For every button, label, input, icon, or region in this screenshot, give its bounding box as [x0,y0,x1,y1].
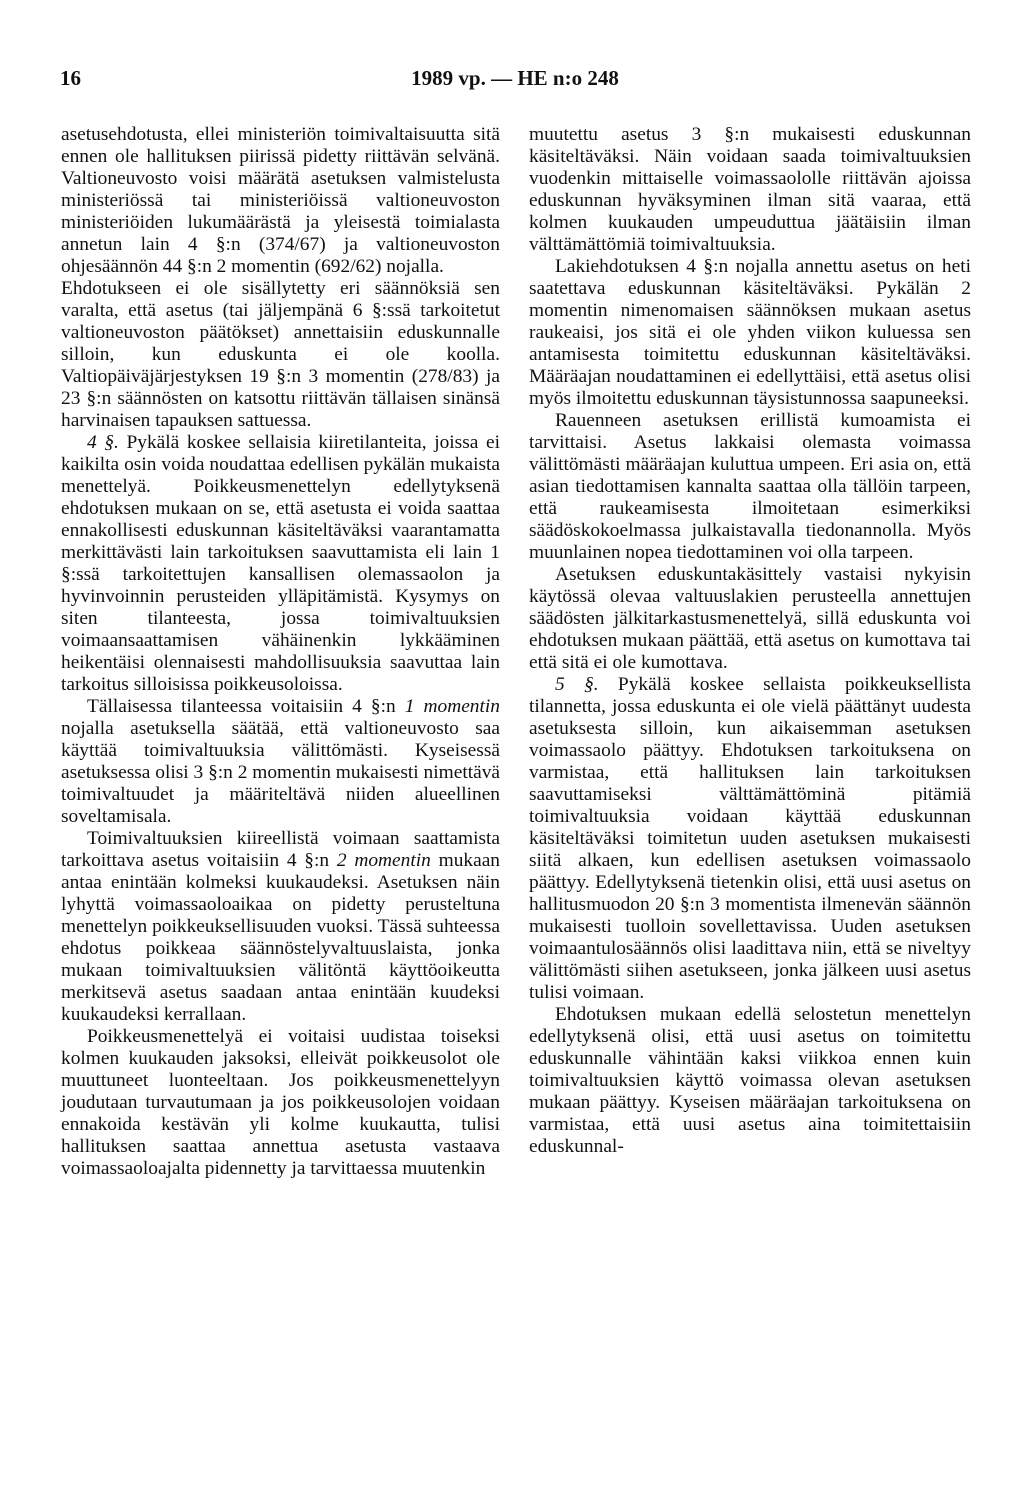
paragraph: Asetuksen eduskuntakäsittely vastaisi nykyisin käytössä olevaa valtuuslakien perusteella annettujen säädösten jälkitarkastusmenettelyä, sillä eduskunta voi ehdotuksen mukaan päättää, että asetus on kumottava tai että sitä ei ole kumottava. [529,564,971,673]
left-column [61,124,500,1180]
paragraph-text: Pykälä koskee sellaista poikkeuksellista tilannetta, jossa eduskunta ei ole vielä päättänyt uudesta asetuksesta silloin, kun aikaisemman asetuksen voimassaolo päättyy. Ehdotuksen tarkoituksena on varmistaa, että hallituksen lain tarkoituksen saavuttamiseksi välttämättöminä pitämiä toimivaltuuksia voidaan käyttää eduskunnan käsiteltäväksi toimitetun uuden asetuksen mukaisesti siitä alkaen, kun edellisen asetuksen voimassaolo päättyy. Edellytyksenä tietenkin olisi, että uusi asetus on hallitusmuodon 20 §:n 3 momentista ilmenevän säännön mukaisesti tuolloin sovellettavissa. Uuden asetuksen voimaantulosäännös olisi laadittava niin, että se niveltyy välittömästi siihen asetukseen, jonka jälkeen uusi asetus tulisi voimaan. [529,674,971,1003]
right-column [529,124,971,1158]
page-header [60,66,970,96]
paragraph: Rauenneen asetuksen erillistä kumoamista ei tarvittaisi. Asetus lakkaisi olemasta voimassa välittömästi määräajan kuluttua umpeen. Eri asia on, että asian tiedottamisen kannalta saattaa olla tällöin tarpeen, että raukeamisesta ilmoitetaan esimerkiksi säädöskokoelmassa julkaistavalla tiedonannolla. Myös muunlainen nopea tiedottaminen voi olla tarpeen. [529,410,971,563]
paragraph: Ehdotukseen ei ole sisällytetty eri säännöksiä sen varalta, että asetus (tai jäljempänä 6 §:ssä tarkoitetut valtioneuvoston päätökset) annettaisiin eduskunnalle silloin, kun eduskunta ei ole koolla. Valtiopäiväjärjestyksen 19 §:n 3 momentin (278/83) ja 23 §:n säännösten on katsottu riittävän tällaisen sinänsä harvinaisen tapauksen sattuessa. [61,278,500,431]
paragraph: Lakiehdotuksen 4 §:n nojalla annettu asetus on heti saatettava eduskunnan käsiteltäväksi. Pykälän 2 momentin nimenomaisen säännöksen mukaan asetus raukeaisi, jos sitä ei ole yhden viikon kuluessa sen antamisesta toimitettu eduskunnan käsiteltäväksi. Määräajan noudattaminen ei edellyttäisi, että asetus olisi myös ilmoitettu eduskunnan täysistunnossa saapuneeksi. [529,256,971,409]
paragraph-text: mukaan antaa enintään kolmeksi kuukaudeksi. Asetuksen näin lyhyttä voimassaoloaikaa on pidetty perusteltuna menettelyn poikkeuksellisuuden vuoksi. Tässä suhteessa ehdotus poikkeaa säännöstelyvaltuuslaista, jonka mukaan toimivaltuuksien välitöntä käyttöoikeutta merkitsevä asetus saadaan antaa enintään kuudeksi kuukaudeksi kerrallaan. [61,850,500,1025]
paragraph-text: Tällaisessa tilanteessa voitaisiin 4 §:n [87,696,405,717]
paragraph-text: nojalla asetuksella säätää, että valtioneuvosto saa käyttää toimivaltuuksia välittömästi. Kyseisessä asetuksessa olisi 3 §:n 2 momentin mukaisesti nimettävä toimivaltuudet ja määriteltävä niiden alueellinen soveltamisala. [61,718,500,827]
paragraph-section-4 [61,432,500,696]
paragraph-text: Pykälä koskee sellaisia kiiretilanteita, joissa ei kaikilta osin voida noudattaa edellisen pykälän mukaista menettelyä. Poikkeusmenettelyn edellytyksenä ehdotuksen mukaan on se, että asetusta ei voida saattaa ennakollisesti eduskunnan käsiteltäväksi vaarantamatta merkittävästi lain tarkoituksen saavuttamista eli lain 1 §:ssä tarkoitettujen kansallisen olemassaolon ja hyvinvoinnin perusteiden ylläpitämistä. Kysymys on siten tilanteesta, jossa toimivaltuuksien voimaansaattamisen vähäinenkin lykkääminen heikentäisi olennaisesti mahdollisuuksia saavuttaa lain tarkoitus silloisissa poikkeusoloissa. [61,432,500,695]
paragraph: Poikkeusmenettelyä ei voitaisi uudistaa toiseksi kolmen kuukauden jaksoksi, elleivät poikkeusolot ole muuttuneet luonteeltaan. Jos poikkeusmenettelyyn joudutaan turvautumaan ja jos poikkeusolojen voidaan ennakoida kestävän yli kolme kuukautta, tulisi hallituksen saattaa annettua asetusta vastaava voimassaoloajalta pidennetty ja tarvittaessa muutenkin [61,1026,500,1179]
paragraph [61,828,500,1026]
paragraph [61,696,500,828]
emphasis-text: 2 momentin [336,850,431,871]
emphasis-text: 1 momentin [404,696,500,717]
section-marker: 4 §. [87,432,119,453]
paragraph: asetusehdotusta, ellei ministeriön toimivaltaisuutta sitä ennen ole hallituksen piirissä pidetty riittävän selvänä. Valtioneuvosto voisi määrätä asetuksen valmistelusta ministeriössä tai ministeriöissä valtioneuvoston ministeriöiden lukumäärästä ja yleisestä toimialasta annetun lain 4 §:n (374/67) ja valtioneuvoston ohjesäännön 44 §:n 2 momentin (692/62) nojalla. [61,124,500,277]
paragraph: muutettu asetus 3 §:n mukaisesti eduskunnan käsiteltäväksi. Näin voidaan saada toimivaltuuksien vuodenkin mittaiselle voimassaololle riittävän ajoissa eduskunnan hyväksyminen ilman sitä vaaraa, että kolmen kuukauden umpeuduttua jäätäisiin ilman välttämättömiä toimivaltuuksia. [529,124,971,255]
paragraph-section-5 [529,674,971,1004]
document-reference: 1989 vp. — HE n:o 248 [411,66,619,90]
paragraph: Ehdotuksen mukaan edellä selostetun menettelyn edellytyksenä olisi, että uusi asetus on toimitettu eduskunnalle vähintään kaksi viikkoa ennen kuin toimivaltuuksien käyttö voimassa olevan asetuksen mukaan päättyy. Kyseisen määräajan tarkoituksena on varmistaa, että uusi asetus aina toimitettaisiin eduskunnal- [529,1004,971,1157]
section-marker: 5 §. [555,674,599,695]
page-number: 16 [60,66,81,90]
paragraph-text: Toimivaltuuksien kiireellistä voimaan saattamista tarkoittava asetus voitaisiin 4 §:n [61,828,500,871]
